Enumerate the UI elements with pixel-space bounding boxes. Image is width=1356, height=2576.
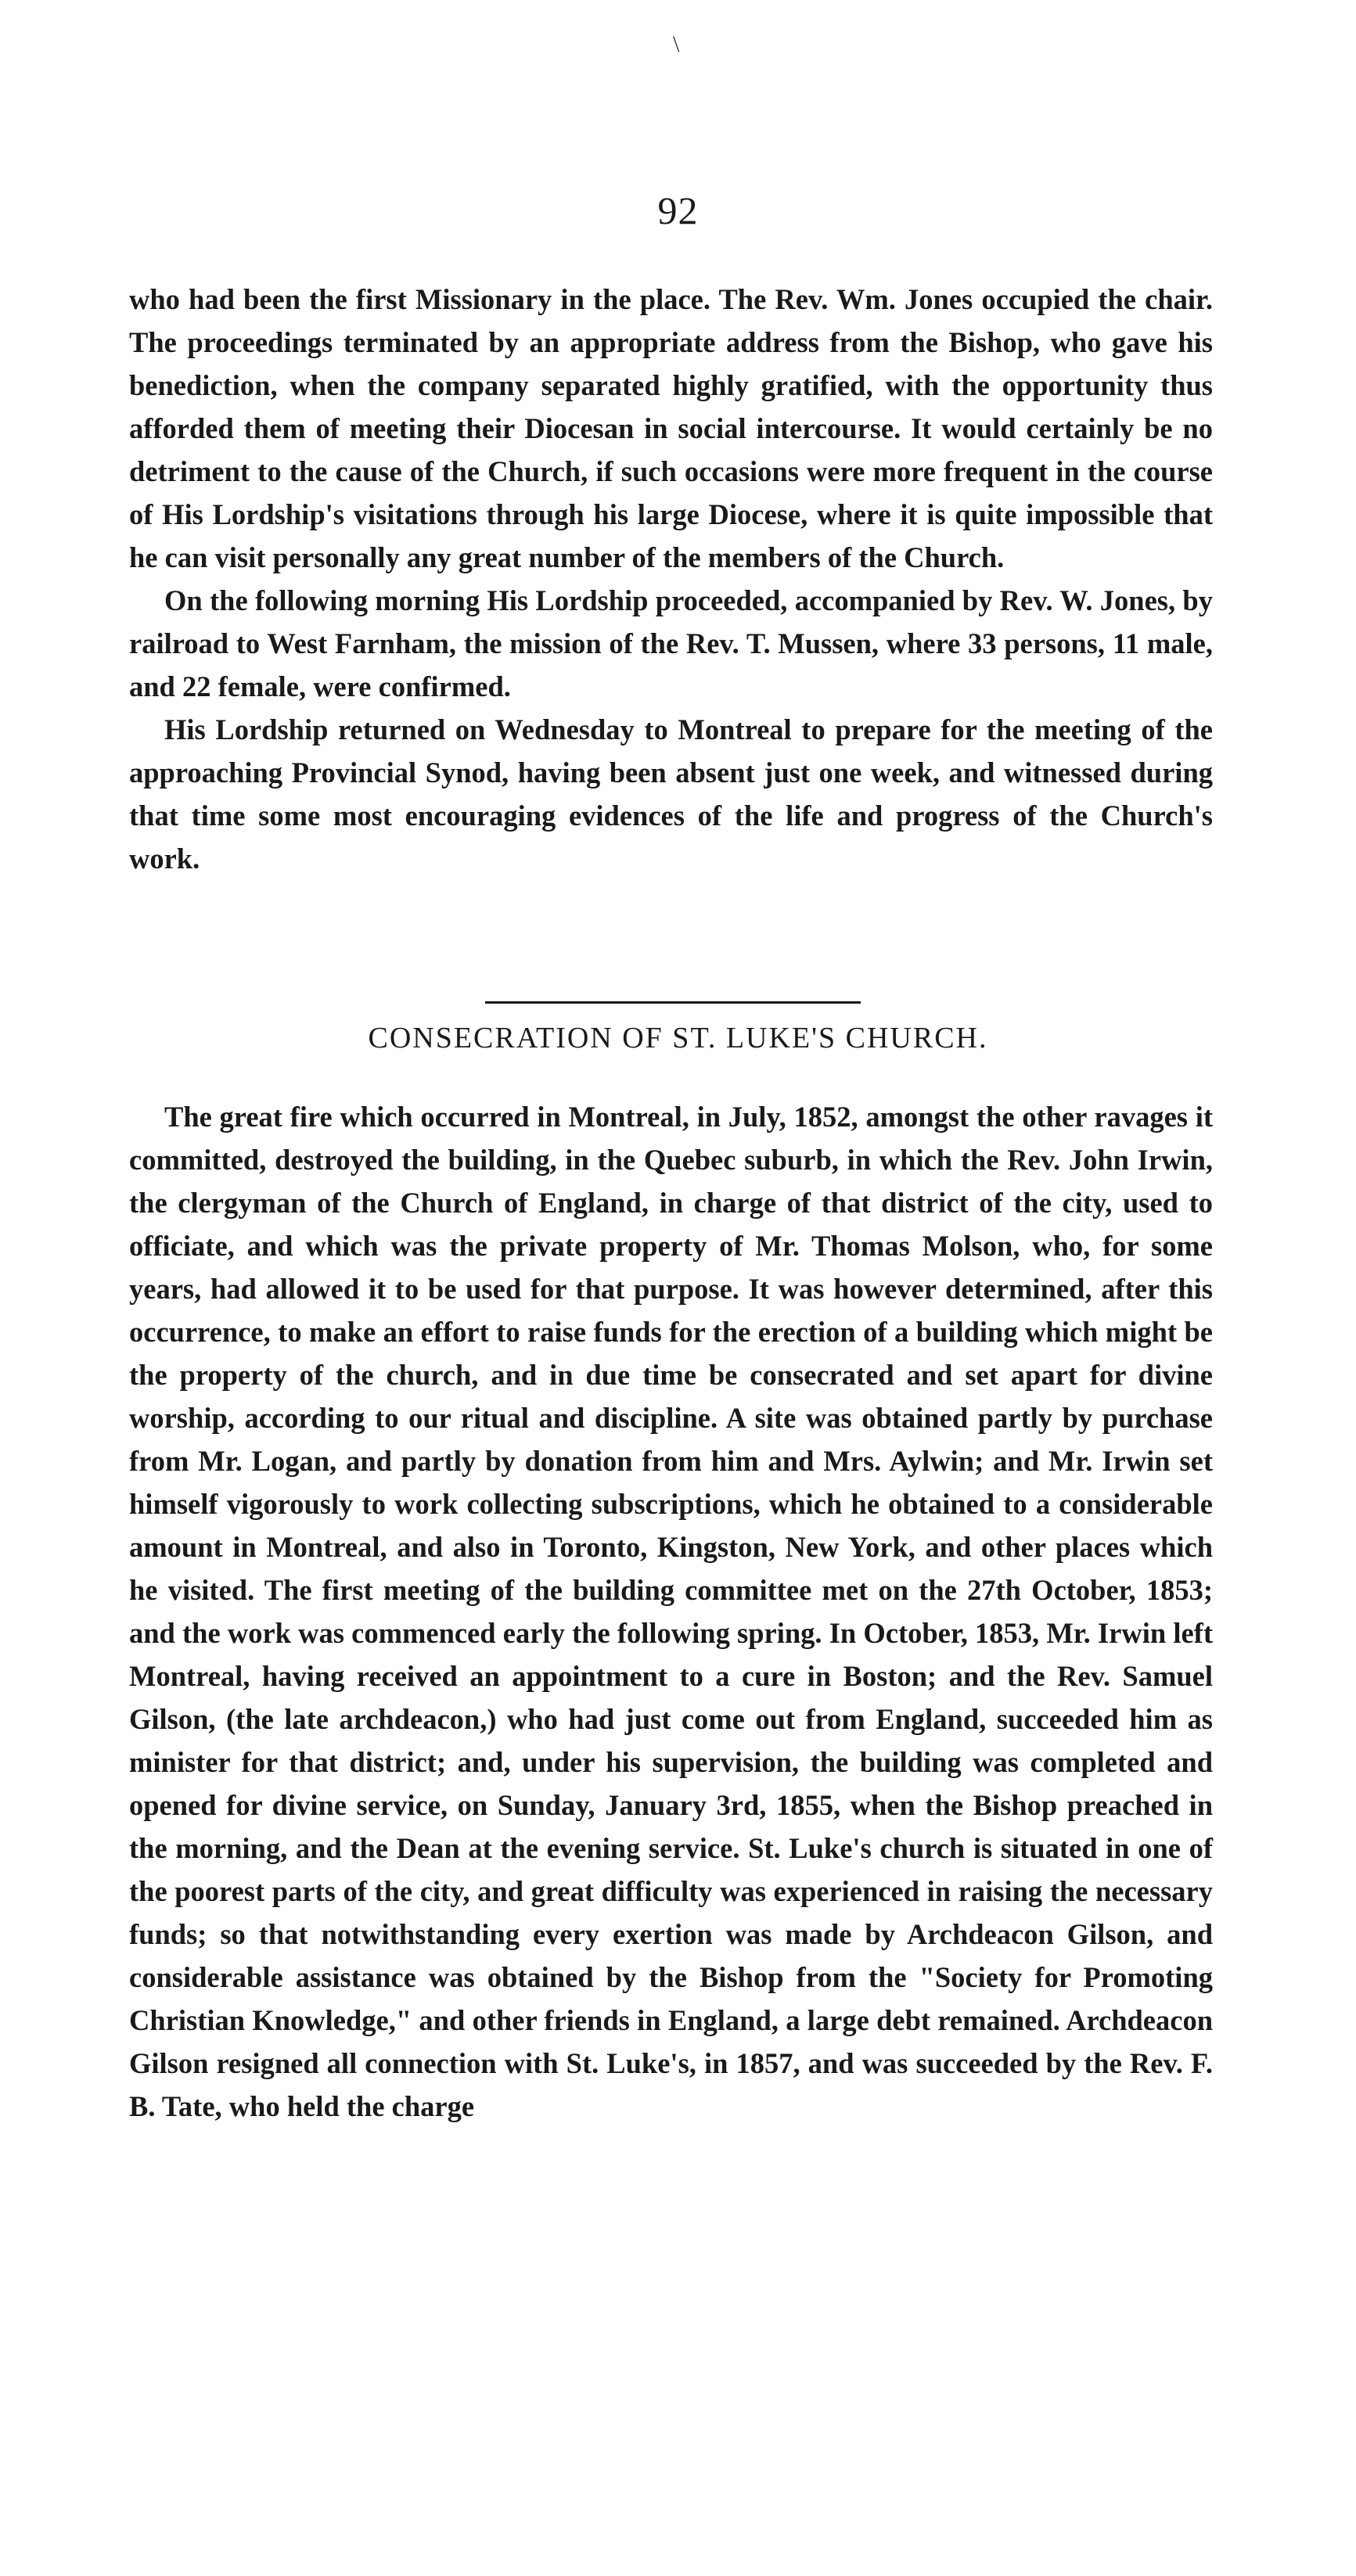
section-divider-rule [485, 1001, 861, 1004]
paragraph-following-morning: On the following morning His Lordship proceeded, accompanied by Rev. W. Jones, by railroad to West Farnham, the mission of the Rev. T. Mussen, where 33 persons, 11 male, and 22 female, were confirmed. [129, 584, 1213, 702]
continued-text-block [129, 278, 1213, 880]
page-number: 92 [657, 189, 699, 232]
paragraph-continued: who had been the first Missionary in the place. The Rev. Wm. Jones occupied the chair. The proceedings terminated by an appropriate address from the Bishop, who gave his benediction, when the company separated highly gratified, with the opportunity thus afforded them of meeting their Diocesan in social intercourse. It would certainly be no detriment to the cause of the Church, if such occasions were more frequent in the course of His Lordship's visitations through his large Diocese, where it is quite impossible that he can visit personally any great number of the members of the Church. [129, 283, 1213, 573]
section-heading: CONSECRATION OF ST. LUKE'S CHURCH. [368, 1022, 988, 1054]
scan-speck-mark: \ [673, 31, 680, 57]
paragraph-return-montreal: His Lordship returned on Wednesday to Montreal to prepare for the meeting of the approaching Provincial Synod, having been absent just one week, and witnessed during that time some most encouraging evidences of the life and progress of the Church's work. [129, 713, 1213, 875]
section-text-block [129, 1095, 1213, 2128]
paragraph-st-lukes-history: The great fire which occurred in Montreal, in July, 1852, amongst the other ravages it committed, destroyed the building, in the Quebec suburb, in which the Rev. John Irwin, the clergyman of the Church of England, in charge of that district of the city, used to officiate, and which was the private property of Mr. Thomas Molson, who, for some years, had allowed it to be used for that purpose. It was however determined, after this occurrence, to make an effort to raise funds for the erection of a building which might be the property of the church, and in due time be consecrated and set apart for divine worship, according to our ritual and discipline. A site was obtained partly by purchase from Mr. Logan, and partly by donation from him and Mrs. Aylwin; and Mr. Irwin set himself vigorously to work collecting subscriptions, which he obtained to a considerable amount in Montreal, and also in Toronto, Kingston, New York, and other places which he visited. The first meeting of the building committee met on the 27th October, 1853; and the work was commenced early the following spring. In October, 1853, Mr. Irwin left Montreal, having received an appointment to a cure in Boston; and the Rev. Samuel Gilson, (the late archdeacon,) who had just come out from England, succeeded him as minister for that district; and, under his supervision, the building was completed and opened for divine service, on Sunday, January 3rd, 1855, when the Bishop preached in the morning, and the Dean at the evening service. St. Luke's church is situated in one of the poorest parts of the city, and great difficulty was experienced in raising the necessary funds; so that notwithstanding every exertion was made by Archdeacon Gilson, and considerable assistance was obtained by the Bishop from the "Society for Promoting Christian Knowledge," and other friends in England, a large debt remained. Archdeacon Gilson resigned all connection with St. Luke's, in 1857, and was succeeded by the Rev. F. B. Tate, who held the charge [129, 1101, 1213, 2122]
